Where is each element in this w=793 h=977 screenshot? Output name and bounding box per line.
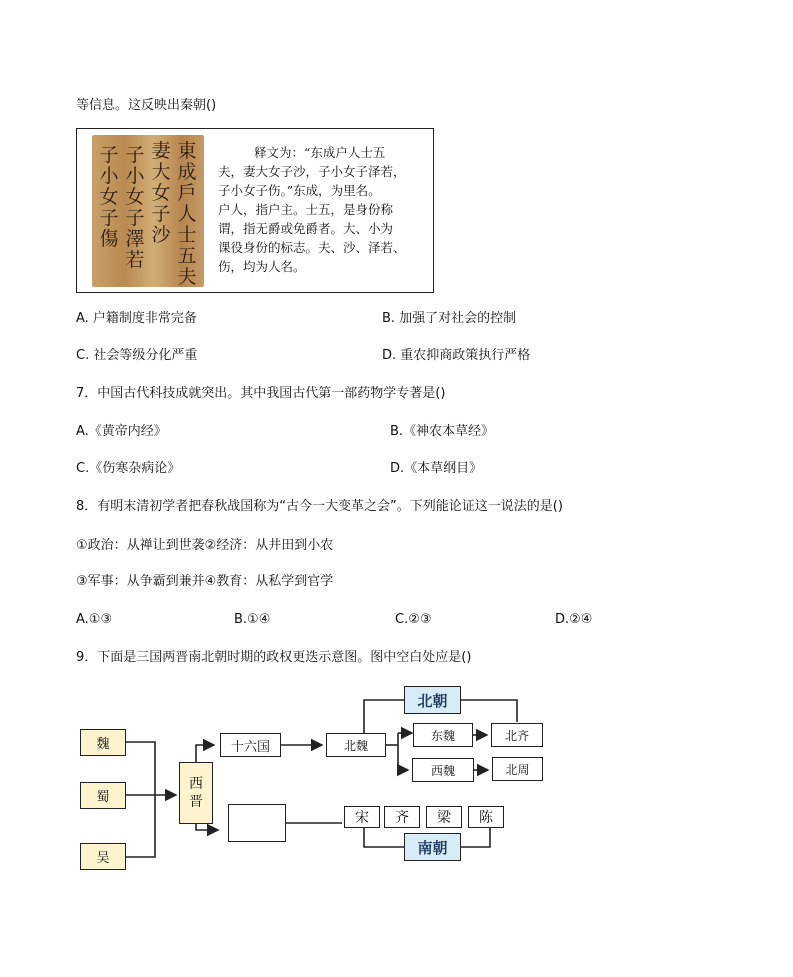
- caption-line: 谓，指无爵或免爵者。大、小为: [218, 221, 394, 236]
- shiliuguo-box: 十六国: [220, 733, 281, 757]
- caption-line: 释文为：“东成户人士五: [254, 145, 386, 160]
- shu-box: 蜀: [80, 782, 126, 809]
- wu-box: 吴: [80, 843, 126, 870]
- q8-option-b[interactable]: B.①④: [234, 612, 271, 627]
- beizhou-box: 北周: [492, 757, 543, 781]
- q7-option-d[interactable]: D.《本草纲目》: [390, 461, 483, 476]
- caption-line: 课役身份的标志。夫、沙、泽若、: [218, 240, 406, 255]
- beichao-label: 北朝: [404, 686, 461, 714]
- slip-column: 東成戶人士五夫: [177, 140, 197, 288]
- xijin-box: [179, 762, 213, 824]
- q6-option-a[interactable]: A. 户籍制度非常完备: [76, 311, 197, 326]
- caption-line: 夫，妻大女子沙，子小女子泽若，: [218, 164, 406, 179]
- xijin-char: 晋: [189, 794, 203, 810]
- wei-box: 魏: [80, 729, 126, 756]
- q6-option-d[interactable]: D. 重农抑商政策执行严格: [382, 348, 531, 363]
- beiwei-box: 北魏: [326, 733, 386, 757]
- chen-box: 陈: [468, 806, 504, 828]
- caption-line: 户人，指户主。士五，是身份称: [218, 202, 394, 217]
- q7-stem: 7．中国古代科技成就突出。其中我国古代第一部药物学专著是(): [76, 386, 446, 401]
- beiqi-box: 北齐: [491, 723, 543, 747]
- q7-option-b[interactable]: B.《神农本草经》: [390, 424, 495, 439]
- blank-answer-box[interactable]: [228, 804, 286, 842]
- xiwei-box: 西魏: [412, 758, 474, 782]
- q8-items-line2: ③军事：从争霸到兼并④教育：从私学到官学: [76, 574, 334, 589]
- q8-option-a[interactable]: A.①③: [76, 612, 113, 627]
- q6-option-b[interactable]: B. 加强了对社会的控制: [382, 311, 517, 326]
- q8-option-d[interactable]: D.②④: [555, 612, 593, 627]
- liang-box: 梁: [426, 806, 462, 828]
- caption-line: 伤，均为人名。: [218, 259, 306, 274]
- slip-column: 子小女子澤若: [125, 144, 145, 271]
- song-box: 宋: [344, 806, 380, 828]
- q7-option-c[interactable]: C.《伤寒杂病论》: [76, 461, 181, 476]
- q8-option-c[interactable]: C.②③: [395, 612, 432, 627]
- intro-line: 等信息。这反映出秦朝(): [76, 98, 217, 113]
- q7-option-a[interactable]: A.《黄帝内经》: [76, 424, 167, 439]
- nanchao-label: 南朝: [404, 833, 461, 861]
- xijin-char: 西: [189, 776, 203, 792]
- qi-box: 齐: [384, 806, 420, 828]
- q8-items-line1: ①政治：从禅让到世袭②经济：从井田到小农: [76, 538, 334, 553]
- q9-stem: 9．下面是三国两晋南北朝时期的政权更迭示意图。图中空白处应是(): [76, 650, 472, 665]
- slip-column: 妻大女子沙: [151, 140, 171, 246]
- q6-option-c[interactable]: C. 社会等级分化严重: [76, 348, 198, 363]
- dongwei-box: 东魏: [413, 723, 473, 747]
- q8-stem: 8．有明末清初学者把春秋战国称为“古今一大变革之会”。下列能论证这一说法的是(): [76, 499, 563, 514]
- caption-line: 子小女子伤。”东成，为里名。: [218, 183, 381, 198]
- slip-column: 子小女子傷: [99, 144, 119, 250]
